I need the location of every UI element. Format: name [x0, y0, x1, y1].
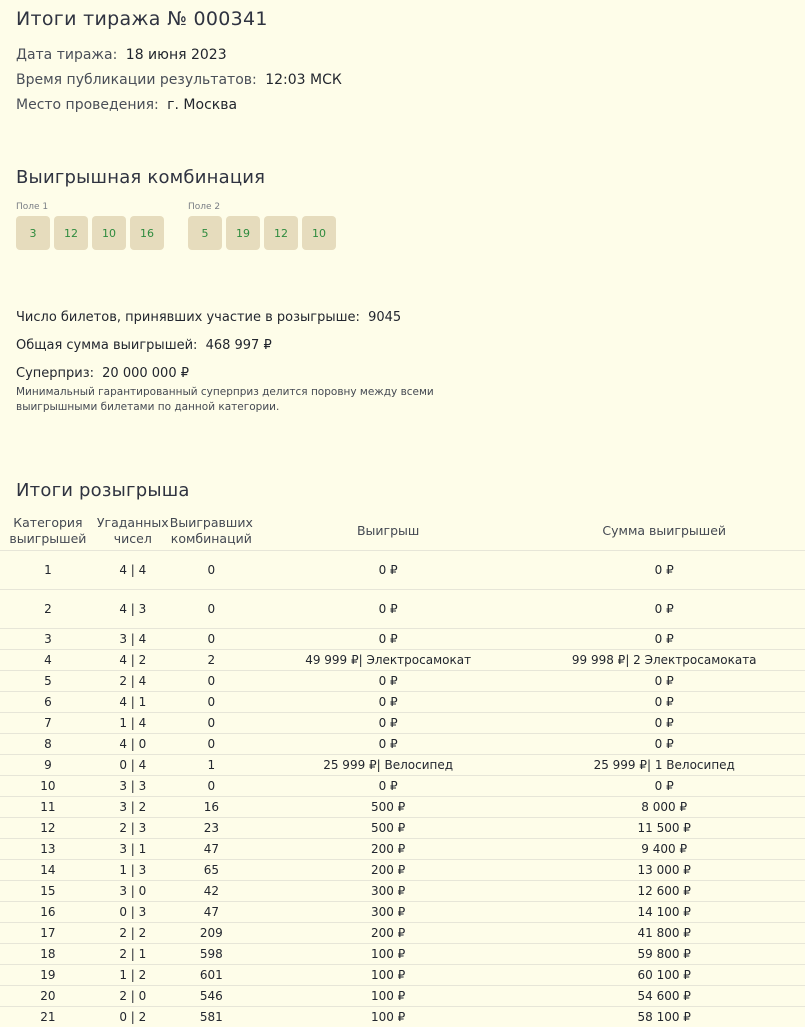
cell-category: 12	[0, 818, 96, 839]
cell-winners: 0	[170, 590, 253, 629]
page-title: Итоги тиража № 000341	[16, 8, 268, 30]
ball: 12	[54, 216, 88, 250]
cell-total: 0 ₽	[523, 590, 805, 629]
cell-total: 14 100 ₽	[523, 902, 805, 923]
cell-total: 12 600 ₽	[523, 881, 805, 902]
cell-total: 0 ₽	[523, 734, 805, 755]
cell-winners: 546	[170, 986, 253, 1007]
cell-guessed: 2 | 1	[96, 944, 170, 965]
cell-prize: 0 ₽	[253, 590, 524, 629]
superprize-note: Минимальный гарантированный суперприз делится поровну между всеми выигрышными билетами по данной категории.	[16, 385, 456, 415]
cell-guessed: 2 | 3	[96, 818, 170, 839]
cell-category: 18	[0, 944, 96, 965]
cell-prize: 0 ₽	[253, 713, 524, 734]
cell-winners: 16	[170, 797, 253, 818]
cell-total: 54 600 ₽	[523, 986, 805, 1007]
cell-prize: 0 ₽	[253, 776, 524, 797]
cell-total: 9 400 ₽	[523, 839, 805, 860]
table-row	[0, 923, 805, 944]
table-row	[0, 551, 805, 590]
total-row	[16, 335, 456, 363]
cell-prize: 300 ₽	[253, 881, 524, 902]
column-header-category: Категория выигрышей	[0, 512, 96, 551]
cell-total: 25 999 ₽| 1 Велосипед	[523, 755, 805, 776]
field-1-label: Поле 1	[16, 202, 164, 212]
cell-category: 9	[0, 755, 96, 776]
cell-prize: 0 ₽	[253, 551, 524, 590]
ball: 3	[16, 216, 50, 250]
cell-winners: 65	[170, 860, 253, 881]
table-row	[0, 650, 805, 671]
cell-prize: 100 ₽	[253, 965, 524, 986]
cell-total: 0 ₽	[523, 551, 805, 590]
cell-prize: 100 ₽	[253, 1007, 524, 1027]
cell-winners: 598	[170, 944, 253, 965]
tickets-label: Число билетов, принявших участие в розыгрыше:	[16, 310, 360, 325]
table-row	[0, 965, 805, 986]
table-row	[0, 755, 805, 776]
cell-guessed: 1 | 4	[96, 713, 170, 734]
cell-prize: 0 ₽	[253, 671, 524, 692]
cell-winners: 581	[170, 1007, 253, 1027]
cell-winners: 0	[170, 629, 253, 650]
cell-prize: 500 ₽	[253, 818, 524, 839]
cell-guessed: 0 | 2	[96, 1007, 170, 1027]
cell-category: 13	[0, 839, 96, 860]
cell-total: 0 ₽	[523, 629, 805, 650]
cell-total: 0 ₽	[523, 692, 805, 713]
cell-winners: 23	[170, 818, 253, 839]
cell-guessed: 3 | 0	[96, 881, 170, 902]
cell-total: 13 000 ₽	[523, 860, 805, 881]
table-row	[0, 902, 805, 923]
cell-category: 7	[0, 713, 96, 734]
winning-combination-title: Выигрышная комбинация	[16, 167, 265, 188]
field-1	[16, 202, 164, 250]
column-header-guessed: Угаданных чисел	[96, 512, 170, 551]
table-row	[0, 671, 805, 692]
publish-time-value: 12:03 МСК	[265, 72, 342, 88]
cell-winners: 0	[170, 776, 253, 797]
cell-guessed: 3 | 3	[96, 776, 170, 797]
results-title: Итоги розыгрыша	[16, 480, 190, 501]
cell-guessed: 1 | 3	[96, 860, 170, 881]
cell-winners: 47	[170, 839, 253, 860]
cell-winners: 209	[170, 923, 253, 944]
cell-category: 16	[0, 902, 96, 923]
ball: 10	[302, 216, 336, 250]
cell-guessed: 4 | 3	[96, 590, 170, 629]
place-value: г. Москва	[167, 97, 237, 113]
ball: 16	[130, 216, 164, 250]
cell-prize: 200 ₽	[253, 923, 524, 944]
cell-category: 10	[0, 776, 96, 797]
winning-combination	[16, 202, 336, 250]
results-table	[0, 512, 805, 1027]
place-row	[16, 95, 342, 120]
superprize-label: Суперприз:	[16, 366, 94, 381]
cell-category: 3	[0, 629, 96, 650]
table-row	[0, 818, 805, 839]
cell-category: 4	[0, 650, 96, 671]
cell-guessed: 3 | 2	[96, 797, 170, 818]
table-row	[0, 986, 805, 1007]
cell-category: 17	[0, 923, 96, 944]
cell-total: 58 100 ₽	[523, 1007, 805, 1027]
cell-category: 2	[0, 590, 96, 629]
cell-category: 11	[0, 797, 96, 818]
table-row	[0, 692, 805, 713]
cell-winners: 0	[170, 671, 253, 692]
place-label: Место проведения:	[16, 97, 159, 113]
table-row	[0, 881, 805, 902]
cell-winners: 42	[170, 881, 253, 902]
table-row	[0, 629, 805, 650]
table-header-row	[0, 512, 805, 551]
cell-total: 11 500 ₽	[523, 818, 805, 839]
total-value: 468 997 ₽	[206, 338, 272, 353]
cell-winners: 601	[170, 965, 253, 986]
tickets-row	[16, 307, 456, 335]
table-row	[0, 590, 805, 629]
tickets-value: 9045	[368, 310, 401, 325]
cell-prize: 25 999 ₽| Велосипед	[253, 755, 524, 776]
table-row	[0, 797, 805, 818]
ball: 10	[92, 216, 126, 250]
draw-date-value: 18 июня 2023	[126, 47, 227, 63]
cell-winners: 0	[170, 734, 253, 755]
cell-prize: 0 ₽	[253, 692, 524, 713]
table-row	[0, 860, 805, 881]
cell-total: 0 ₽	[523, 776, 805, 797]
cell-guessed: 2 | 0	[96, 986, 170, 1007]
cell-guessed: 3 | 4	[96, 629, 170, 650]
draw-info	[16, 45, 342, 120]
cell-category: 15	[0, 881, 96, 902]
cell-total: 0 ₽	[523, 671, 805, 692]
cell-guessed: 0 | 3	[96, 902, 170, 923]
cell-prize: 100 ₽	[253, 944, 524, 965]
table-row	[0, 839, 805, 860]
ball: 5	[188, 216, 222, 250]
cell-prize: 500 ₽	[253, 797, 524, 818]
cell-prize: 300 ₽	[253, 902, 524, 923]
cell-winners: 1	[170, 755, 253, 776]
field-2-label: Поле 2	[188, 202, 336, 212]
cell-category: 20	[0, 986, 96, 1007]
cell-total: 0 ₽	[523, 713, 805, 734]
cell-guessed: 4 | 1	[96, 692, 170, 713]
cell-total: 41 800 ₽	[523, 923, 805, 944]
cell-guessed: 3 | 1	[96, 839, 170, 860]
draw-date-label: Дата тиража:	[16, 47, 117, 63]
results-body	[0, 551, 805, 1027]
cell-total: 60 100 ₽	[523, 965, 805, 986]
cell-category: 1	[0, 551, 96, 590]
total-label: Общая сумма выигрышей:	[16, 338, 197, 353]
cell-guessed: 1 | 2	[96, 965, 170, 986]
cell-total: 99 998 ₽| 2 Электросамоката	[523, 650, 805, 671]
cell-guessed: 0 | 4	[96, 755, 170, 776]
cell-prize: 49 999 ₽| Электросамокат	[253, 650, 524, 671]
cell-guessed: 4 | 2	[96, 650, 170, 671]
cell-guessed: 4 | 4	[96, 551, 170, 590]
publish-time-label: Время публикации результатов:	[16, 72, 257, 88]
cell-guessed: 2 | 4	[96, 671, 170, 692]
field-2	[188, 202, 336, 250]
cell-prize: 200 ₽	[253, 839, 524, 860]
cell-prize: 0 ₽	[253, 734, 524, 755]
cell-category: 14	[0, 860, 96, 881]
column-header-prize: Выигрыш	[253, 512, 524, 551]
draw-date-row	[16, 45, 342, 70]
publish-time-row	[16, 70, 342, 95]
ball: 19	[226, 216, 260, 250]
draw-stats	[16, 307, 456, 415]
table-row	[0, 713, 805, 734]
cell-category: 21	[0, 1007, 96, 1027]
cell-category: 6	[0, 692, 96, 713]
table-row	[0, 734, 805, 755]
cell-total: 8 000 ₽	[523, 797, 805, 818]
cell-winners: 0	[170, 713, 253, 734]
cell-category: 5	[0, 671, 96, 692]
column-header-total: Сумма выигрышей	[523, 512, 805, 551]
table-row	[0, 944, 805, 965]
cell-prize: 100 ₽	[253, 986, 524, 1007]
cell-winners: 0	[170, 551, 253, 590]
ball: 12	[264, 216, 298, 250]
cell-winners: 2	[170, 650, 253, 671]
cell-guessed: 4 | 0	[96, 734, 170, 755]
cell-guessed: 2 | 2	[96, 923, 170, 944]
cell-prize: 0 ₽	[253, 629, 524, 650]
column-header-winners: Выигравших комбинаций	[170, 512, 253, 551]
cell-winners: 0	[170, 692, 253, 713]
cell-total: 59 800 ₽	[523, 944, 805, 965]
cell-winners: 47	[170, 902, 253, 923]
table-row	[0, 776, 805, 797]
superprize-value: 20 000 000 ₽	[102, 366, 189, 381]
cell-prize: 200 ₽	[253, 860, 524, 881]
cell-category: 19	[0, 965, 96, 986]
cell-category: 8	[0, 734, 96, 755]
